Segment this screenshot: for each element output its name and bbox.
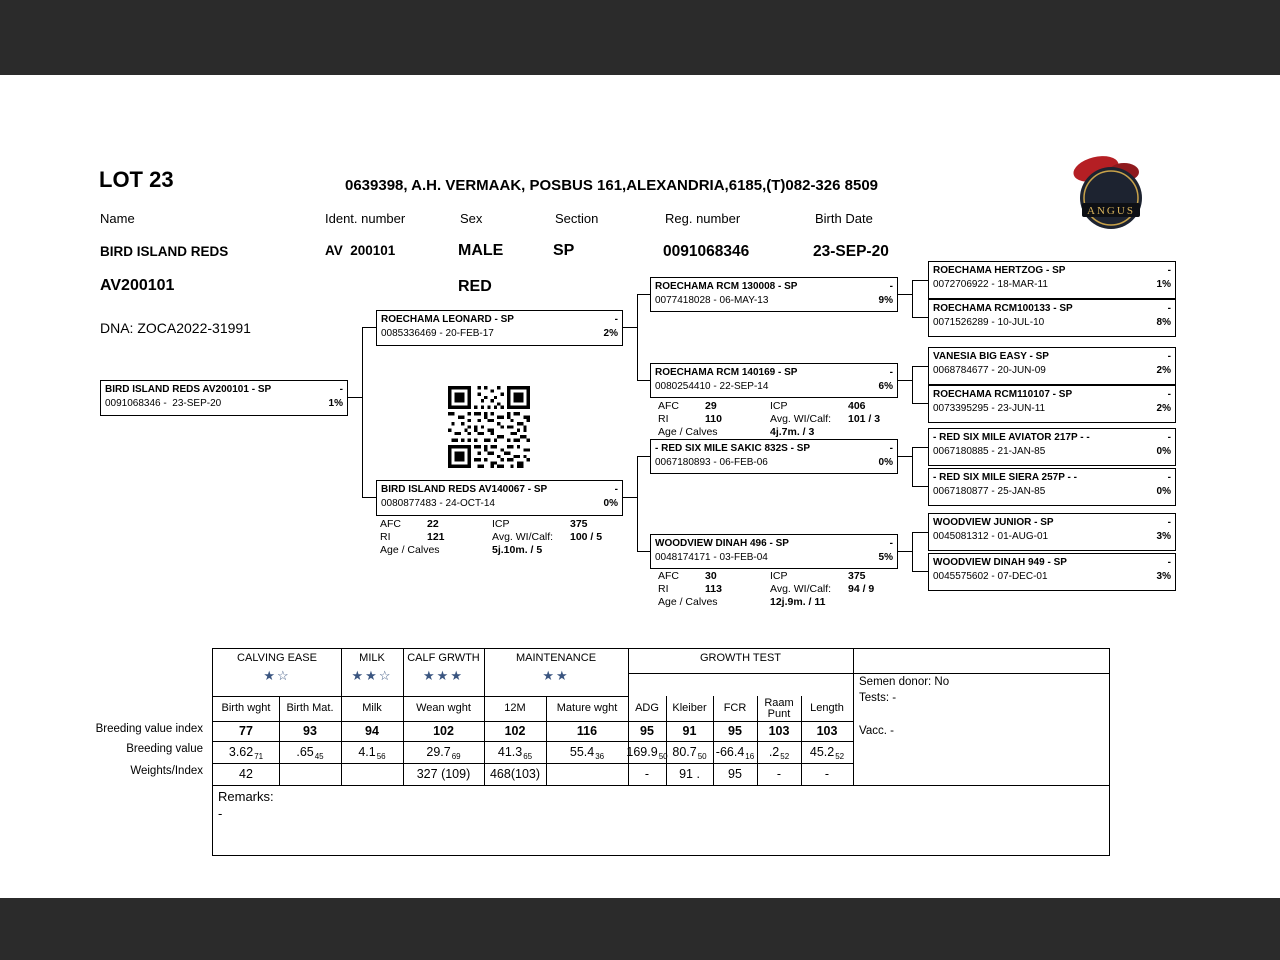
- ri-label: RI: [380, 531, 391, 543]
- col-header: Length: [810, 702, 844, 714]
- connector-line: [637, 456, 638, 552]
- table-line: [853, 649, 854, 785]
- epd-dash: -: [889, 367, 893, 378]
- connector-line: [637, 294, 638, 381]
- afc-value: 22: [427, 518, 439, 530]
- star-rating: ★☆: [263, 668, 291, 683]
- animal-name: ROECHAMA RCM 130008 - SP: [655, 281, 798, 292]
- avg-wi-value: 94 / 9: [848, 583, 875, 595]
- animal-name: - RED SIX MILE AVIATOR 217P - -: [933, 432, 1090, 443]
- pedigree-box-gsire2: [650, 439, 898, 474]
- animal-name: ROECHAMA LEONARD - SP: [381, 314, 514, 325]
- pedigree-box-ggp1: [928, 261, 1176, 299]
- pedigree-box-ggp8: [928, 553, 1176, 591]
- afc-value: 30: [705, 570, 717, 582]
- avg-wi-value: 100 / 5: [570, 531, 603, 543]
- ebv-value: .65: [296, 745, 314, 759]
- afc-label: AFC: [658, 400, 679, 412]
- ebv-accuracy: 50: [658, 751, 668, 761]
- ebv-value: 29.7: [426, 745, 451, 759]
- remarks-value: -: [218, 806, 223, 821]
- epd-dash: -: [889, 281, 893, 292]
- weight-cell: 42: [239, 767, 253, 781]
- connector-line: [898, 294, 912, 295]
- inbreeding-pct: 3%: [1156, 531, 1171, 542]
- dam-stats: [380, 518, 624, 557]
- age-calves-value: 5j.10m. / 5: [492, 544, 543, 556]
- weight-cell: [279, 764, 341, 784]
- connector-line: [637, 294, 650, 295]
- animal-name: BIRD ISLAND REDS AV140067 - SP: [381, 484, 548, 495]
- index-cell: 95: [640, 724, 654, 738]
- ebv-value: 55.4: [569, 745, 595, 759]
- weight-cell: [341, 764, 403, 784]
- icp-value: 375: [570, 518, 588, 530]
- birthdate-label: Birth Date: [815, 211, 873, 226]
- pedigree-box-subject: [100, 380, 348, 416]
- trait-group-calving-ease: [213, 652, 341, 694]
- ebv-accuracy: 69: [451, 751, 461, 761]
- sex-label: Sex: [460, 211, 483, 226]
- ebv-value: 41.3: [497, 745, 523, 759]
- connector-line: [898, 551, 912, 552]
- connector-line: [912, 403, 928, 404]
- name-label: Name: [100, 211, 135, 226]
- qr-code: [448, 386, 530, 468]
- index-cell: 91: [682, 724, 697, 738]
- ri-value: 113: [705, 583, 722, 595]
- table-line: [213, 785, 1109, 786]
- section-value: SP: [553, 242, 575, 259]
- inbreeding-pct: 1%: [1156, 279, 1171, 290]
- animal-name: - RED SIX MILE SIERA 257P - -: [933, 472, 1077, 483]
- inbreeding-pct: 2%: [1156, 365, 1171, 376]
- connector-line: [637, 551, 650, 552]
- weight-cell: [546, 764, 628, 784]
- weight-cell: -: [824, 767, 830, 781]
- logo-circle: [1080, 167, 1142, 229]
- col-header: ADG: [635, 702, 659, 714]
- connector-line: [912, 447, 913, 487]
- breeder-contact-line: 0639398, A.H. VERMAAK, POSBUS 161,ALEXANDRIA,6185,(T)082-326 8509: [345, 177, 878, 194]
- ebv-cell: [757, 742, 801, 762]
- trait-group-milk: [341, 652, 403, 694]
- col-header: Wean wght: [416, 702, 471, 714]
- animal-reg: 0080254410 - 22-SEP-14: [655, 381, 769, 392]
- ebv-cell: [666, 742, 713, 762]
- animal-name: ROECHAMA RCM100133 - SP: [933, 303, 1073, 314]
- inbreeding-pct: 0%: [878, 457, 893, 468]
- dna-number: DNA: ZOCA2022-31991: [100, 320, 251, 336]
- animal-id: AV200101: [100, 277, 175, 294]
- animal-reg: 0072706922 - 18-MAR-11: [933, 279, 1048, 290]
- epd-dash: -: [339, 384, 343, 395]
- connector-line: [912, 486, 928, 487]
- col-header: Raam Punt: [764, 696, 794, 720]
- animal-name: WOODVIEW JUNIOR - SP: [933, 517, 1054, 528]
- col-header: Milk: [362, 702, 382, 714]
- icp-label: ICP: [770, 570, 788, 582]
- ident-value: AV 200101: [325, 243, 396, 258]
- ebv-value: 169.9: [626, 745, 658, 759]
- avg-wi-value: 101 / 3: [848, 413, 881, 425]
- animal-name: VANESIA BIG EASY - SP: [933, 351, 1049, 362]
- animal-name: WOODVIEW DINAH 496 - SP: [655, 538, 789, 549]
- connector-line: [637, 456, 650, 457]
- animal-name: - RED SIX MILE SAKIC 832S - SP: [655, 443, 811, 454]
- connector-line: [637, 380, 650, 381]
- index-cell: 95: [728, 724, 742, 738]
- remarks-label: Remarks:: [218, 789, 274, 804]
- pedigree-box-gdam1: [650, 363, 898, 398]
- connector-line: [912, 571, 928, 572]
- pedigree-box-ggp6: [928, 468, 1176, 506]
- ebv-cell: [279, 742, 341, 762]
- angus-logo: [1066, 152, 1152, 234]
- age-calves-value: 12j.9m. / 11: [770, 596, 826, 608]
- epd-dash: -: [1167, 303, 1171, 314]
- logo-text: ANGUS: [1087, 205, 1135, 217]
- inbreeding-pct: 0%: [1156, 486, 1171, 497]
- age-calves-label: Age / Calves: [658, 596, 718, 608]
- animal-name-value: BIRD ISLAND REDS: [100, 244, 229, 259]
- pedigree-box-gdam2: [650, 534, 898, 569]
- animal-reg: 0067180885 - 21-JAN-85: [933, 446, 1046, 457]
- section-label: Section: [555, 211, 599, 226]
- animal-reg: 0067180877 - 25-JAN-85: [933, 486, 1046, 497]
- connector-line: [912, 366, 913, 404]
- pedigree-box-ggp4: [928, 385, 1176, 423]
- connector-line: [912, 532, 928, 533]
- index-cell: 103: [768, 724, 790, 738]
- icp-value: 375: [848, 570, 866, 582]
- animal-reg: 0045575602 - 07-DEC-01: [933, 571, 1048, 582]
- ebv-accuracy: 65: [523, 751, 533, 761]
- ebv-accuracy: 36: [595, 751, 605, 761]
- inbreeding-pct: 8%: [1156, 317, 1171, 328]
- pedigree-box-sire: [376, 310, 623, 346]
- group-label: MAINTENANCE: [515, 652, 597, 664]
- icp-value: 406: [848, 400, 866, 412]
- epd-dash: -: [1167, 517, 1171, 528]
- ebv-value: 45.2: [809, 745, 835, 759]
- ri-label: RI: [658, 583, 669, 595]
- icp-label: ICP: [770, 400, 788, 412]
- lot-number: LOT 23: [99, 167, 174, 192]
- avg-wi-label: Avg. WI/Calf:: [770, 583, 832, 595]
- animal-reg: 0085336469 - 20-FEB-17: [381, 328, 494, 339]
- ebv-cell: [713, 742, 757, 762]
- index-cell: 102: [504, 724, 526, 738]
- sex-value: MALE: [458, 242, 504, 259]
- trait-group-growth-test: [628, 652, 853, 694]
- ebv-accuracy: 45: [314, 751, 324, 761]
- row-label-breeding-value: Breeding value: [126, 743, 203, 755]
- row-label-index: Breeding value index: [95, 723, 203, 735]
- gdam1-stats: [658, 400, 902, 439]
- inbreeding-pct: 9%: [878, 295, 893, 306]
- ebv-accuracy: 52: [835, 751, 845, 761]
- star-rating: ★★★: [423, 668, 464, 683]
- trait-group-calf-growth: [403, 652, 484, 694]
- age-calves-label: Age / Calves: [380, 544, 440, 556]
- ebv-value: 80.7: [672, 745, 697, 759]
- weight-cell: -: [644, 767, 650, 781]
- epd-dash: -: [1167, 265, 1171, 276]
- inbreeding-pct: 6%: [878, 381, 893, 392]
- connector-line: [362, 327, 376, 328]
- epd-dash: -: [1167, 351, 1171, 362]
- inbreeding-pct: 2%: [603, 328, 618, 339]
- animal-name: ROECHAMA RCM 140169 - SP: [655, 367, 798, 378]
- connector-line: [348, 397, 362, 398]
- inbreeding-pct: 2%: [1156, 403, 1171, 414]
- reg-value: 0091068346: [663, 243, 750, 260]
- star-rating: ★★: [542, 668, 570, 683]
- animal-reg: 0048174171 - 03-FEB-04: [655, 552, 768, 563]
- animal-reg: 0045081312 - 01-AUG-01: [933, 531, 1049, 542]
- ebv-accuracy: 16: [745, 751, 755, 761]
- ebv-value: 3.62: [228, 745, 254, 759]
- animal-reg: 0068784677 - 20-JUN-09: [933, 365, 1046, 376]
- animal-name: ROECHAMA HERTZOG - SP: [933, 265, 1066, 276]
- pedigree-box-ggp2: [928, 299, 1176, 337]
- col-header: Kleiber: [672, 702, 707, 714]
- epd-dash: -: [614, 314, 618, 325]
- ri-value: 121: [427, 531, 445, 543]
- connector-line: [912, 280, 928, 281]
- afc-label: AFC: [380, 518, 401, 530]
- connector-line: [362, 497, 376, 498]
- animal-name: WOODVIEW DINAH 949 - SP: [933, 557, 1067, 568]
- col-header: Birth Mat.: [286, 702, 334, 714]
- animal-reg: 0073395295 - 23-JUN-11: [933, 403, 1046, 414]
- ebv-cell: [628, 742, 666, 762]
- weight-cell: 468(103): [489, 767, 541, 781]
- inbreeding-pct: 1%: [328, 398, 343, 409]
- animal-name: ROECHAMA RCM110107 - SP: [933, 389, 1073, 400]
- ebv-cell: [546, 742, 628, 762]
- index-cell: 94: [365, 724, 379, 738]
- group-label: CALF GRWTH: [407, 652, 480, 664]
- group-label: CALVING EASE: [237, 652, 317, 664]
- ebv-accuracy: 71: [254, 751, 264, 761]
- inbreeding-pct: 0%: [603, 498, 618, 509]
- ri-value: 110: [705, 413, 722, 425]
- col-header: Mature wght: [556, 702, 618, 714]
- connector-line: [898, 380, 912, 381]
- connector-line: [623, 327, 637, 328]
- ebv-accuracy: 52: [780, 751, 790, 761]
- ebv-value: -66.4: [715, 745, 745, 759]
- pedigree-box-ggp7: [928, 513, 1176, 551]
- epd-dash: -: [889, 443, 893, 454]
- col-header: Birth wght: [221, 702, 271, 714]
- group-label: MILK: [359, 652, 385, 664]
- top-bar: [0, 0, 1280, 75]
- ebv-table: [212, 648, 1110, 856]
- vacc-text: Vacc. -: [859, 725, 894, 737]
- colour-value: RED: [458, 278, 492, 295]
- connector-line: [623, 497, 637, 498]
- epd-dash: -: [1167, 389, 1171, 400]
- connector-line: [912, 447, 928, 448]
- ebv-value: 4.1: [358, 745, 376, 759]
- inbreeding-pct: 3%: [1156, 571, 1171, 582]
- animal-name: BIRD ISLAND REDS AV200101 - SP: [105, 384, 272, 395]
- animal-reg: 0080877483 - 24-OCT-14: [381, 498, 495, 509]
- connector-line: [912, 317, 928, 318]
- weight-cell: 91 .: [679, 767, 700, 781]
- weight-cell: -: [776, 767, 782, 781]
- animal-reg: 0091068346 - 23-SEP-20: [105, 398, 222, 409]
- col-header: FCR: [723, 702, 747, 714]
- pedigree-box-dam: [376, 480, 623, 516]
- epd-dash: -: [614, 484, 618, 495]
- ebv-cell: [213, 742, 279, 762]
- pedigree-box-ggp3: [928, 347, 1176, 385]
- semen-donor-text: Semen donor: No: [859, 676, 950, 688]
- age-calves-value: 4j.7m. / 3: [770, 426, 815, 438]
- epd-dash: -: [1167, 432, 1171, 443]
- icp-label: ICP: [492, 518, 510, 530]
- weight-cell: 327 (109): [416, 767, 471, 781]
- ebv-cell: [801, 742, 853, 762]
- avg-wi-label: Avg. WI/Calf:: [770, 413, 832, 425]
- connector-line: [362, 328, 363, 498]
- connector-line: [912, 280, 913, 318]
- reg-label: Reg. number: [665, 211, 741, 226]
- index-cell: 93: [303, 724, 317, 738]
- inbreeding-pct: 0%: [1156, 446, 1171, 457]
- afc-value: 29: [705, 400, 717, 412]
- index-cell: 102: [433, 724, 454, 738]
- animal-reg: 0071526289 - 10-JUL-10: [933, 317, 1045, 328]
- star-rating: ★★☆: [351, 668, 393, 683]
- ebv-cell: [341, 742, 403, 762]
- pedigree-box-ggp5: [928, 428, 1176, 466]
- index-cell: 116: [576, 724, 598, 738]
- ebv-accuracy: 50: [697, 751, 707, 761]
- group-label: GROWTH TEST: [699, 652, 782, 664]
- afc-label: AFC: [658, 570, 679, 582]
- animal-reg: 0067180893 - 06-FEB-06: [655, 457, 768, 468]
- ebv-cell: [403, 742, 484, 762]
- epd-dash: -: [1167, 557, 1171, 568]
- connector-line: [898, 456, 912, 457]
- birthdate-value: 23-SEP-20: [813, 243, 889, 260]
- epd-dash: -: [1167, 472, 1171, 483]
- pedigree-box-gsire1: [650, 277, 898, 312]
- row-label-weights: Weights/Index: [130, 765, 203, 777]
- inbreeding-pct: 5%: [878, 552, 893, 563]
- ri-label: RI: [658, 413, 669, 425]
- ident-label: Ident. number: [325, 211, 406, 226]
- weight-cell: 95: [728, 767, 742, 781]
- gdam2-stats: [658, 570, 902, 609]
- bottom-bar: [0, 898, 1280, 960]
- ebv-value: .2: [768, 745, 780, 759]
- age-calves-label: Age / Calves: [658, 426, 718, 438]
- tests-text: Tests: -: [859, 692, 897, 704]
- animal-reg: 0077418028 - 06-MAY-13: [655, 295, 769, 306]
- trait-group-maintenance: [484, 652, 628, 694]
- connector-line: [912, 532, 913, 572]
- connector-line: [912, 366, 928, 367]
- index-cell: 103: [816, 724, 838, 738]
- ebv-cell: [484, 742, 546, 762]
- index-cell: 77: [239, 724, 253, 738]
- epd-dash: -: [889, 538, 893, 549]
- avg-wi-label: Avg. WI/Calf:: [492, 531, 554, 543]
- col-header: 12M: [504, 702, 526, 714]
- ebv-accuracy: 56: [376, 751, 386, 761]
